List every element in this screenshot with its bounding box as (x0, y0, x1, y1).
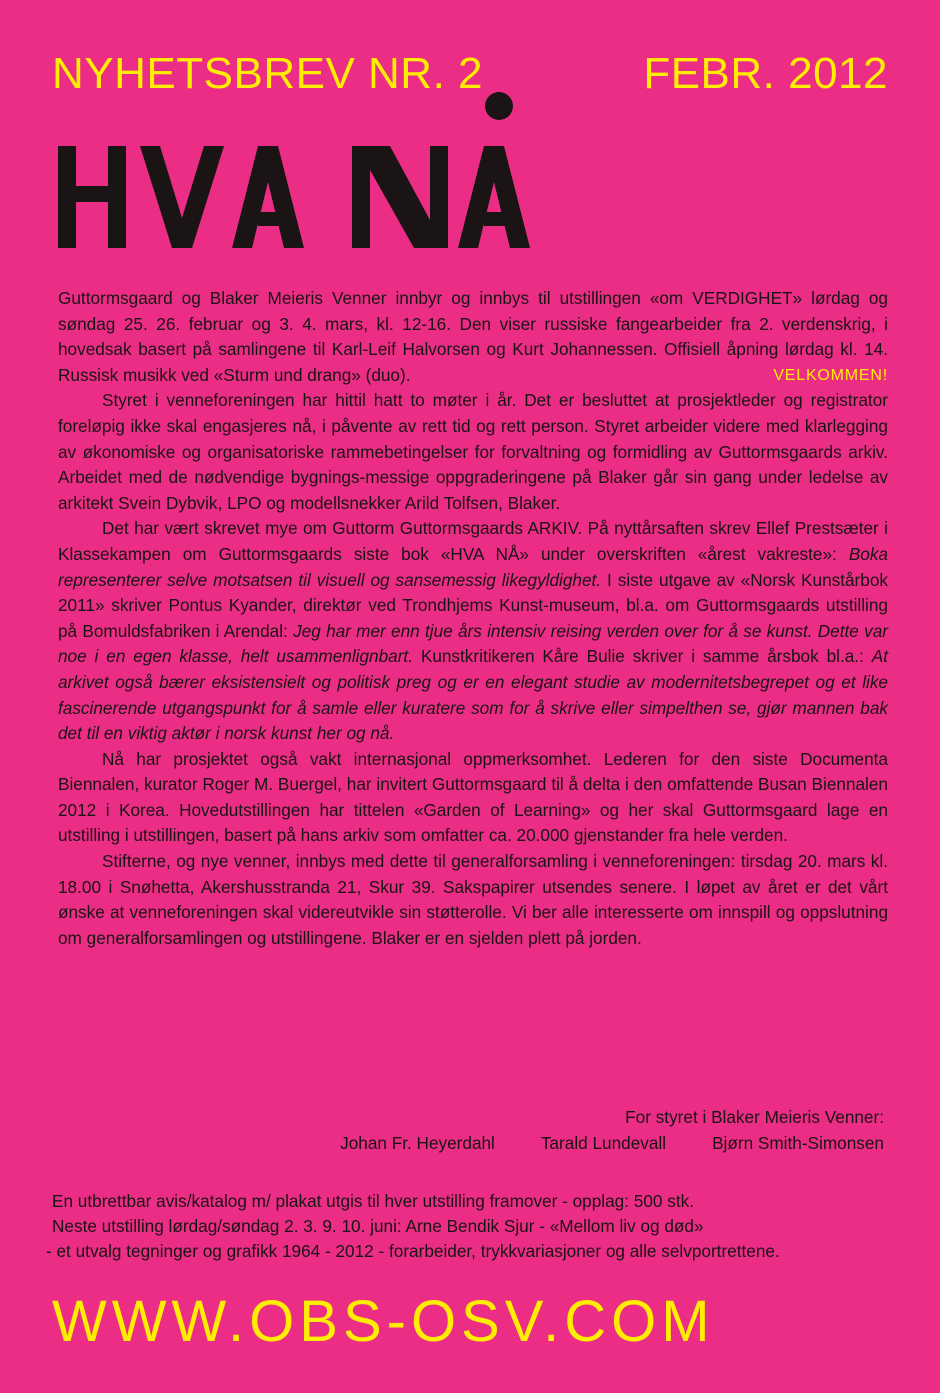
signer-name: Johan Fr. Heyerdahl (340, 1133, 495, 1153)
paragraph-archive (58, 516, 888, 746)
quote-bulie: At arkivet også bærer eksistensielt og politisk preg og er en elegant studie av modernitetsbegrepet og et like fascinerende utgangspunkt for å samle eller kuratere som for å skrive eller simpelthen se, gjør mannen bak det til en viktig aktør i norsk kunst her og nå. (58, 646, 888, 744)
note-line: - et utvalg tegninger og grafikk 1964 - 2012 - forarbeider, trykkvariasjoner og alle selvportrettene. (46, 1241, 780, 1261)
velkommen-label: VELKOMMEN! (773, 366, 888, 384)
article-body (58, 286, 888, 951)
issue-number: NYHETSBREV NR. 2 (52, 49, 483, 98)
quote-kyander: Jeg har mer enn tjue års intensiv reising verden over for å se kunst. Dette var noe i en egen klasse, helt usammenlignbart. (58, 620, 888, 667)
hva-na-logo (52, 88, 682, 263)
quote-prestsaeter: Boka representerer selve motsatsen til visuell og sansemessig likegyldighet. (58, 543, 888, 590)
issue-date: FEBR. 2012 (643, 49, 888, 98)
signature-names (58, 1130, 884, 1156)
signature-block (58, 1104, 884, 1156)
paragraph-international: Nå har prosjektet også vakt internasjonal oppmerksomhet. Lederen for den siste Documenta Biennalen, kurator Roger M. Buergel, har invitert Guttormsgaard til å delta i den omfattende Busan Biennalen 2012 i Korea. Hovedutstillingen har tittelen «Garden of Learning» og her skal Guttormsgaard lage en utstilling i utstillingen, basert på hans arkiv som omfatter ca. 20.000 gjenstander fra hele verden. (58, 748, 888, 846)
signature-line: For styret i Blaker Meieris Venner: (625, 1107, 884, 1127)
invitation-text: Guttormsgaard og Blaker Meieris Venner innbyr og innbys til utstillingen «om VERDIGHET» lørdag og søndag 25. 26. februar og 3. 4. mars, kl. 12-16. Den viser russiske fangearbeider fra 2. verdenskrig, i hovedsak basert på samlingene til Karl-Leif Halvorsen og Kurt Johannessen. Offisiell åpning lørdag kl. 14. Russisk musikk ved «Sturm und drang» (duo). (58, 288, 888, 385)
signer-name: Bjørn Smith-Simonsen (712, 1133, 884, 1153)
archive-text-e: Kunstkritikeren Kåre Bulie skriver i samme årsbok bl.a.: (412, 646, 872, 667)
website-url[interactable]: WWW.OBS-OSV.COM (52, 1289, 715, 1354)
paragraph-board: Styret i venneforeningen har hittil hatt to møter i år. Det er besluttet at prosjektleder og registrator foreløpig ikke skal engasjeres nå, i påvente av rett tid og rett person. Styret arbeider videre med klarlegging av økonomiske og organisatoriske rammebetingelser for forvaltning og formidling av Guttormsgaards arkiv. Arbeidet med de nødvendige bygnings-messige oppgraderingene på Blaker går sin gang under ledelse av arkitekt Svein Dybvik, LPO og modellsnekker Arild Tolfsen, Blaker. (58, 390, 888, 513)
note-line: Neste utstilling lørdag/søndag 2. 3. 9. 10. juni: Arne Bendik Sjur - «Mellom liv og død» (52, 1216, 704, 1236)
archive-text-a: Det har vært skrevet mye om Guttorm Guttormsgaards ARKIV. På nyttårsaften skrev Ellef Prestsæter i Klassekampen om Guttormsgaards siste bok «HVA NÅ» under overskriften «årest vakreste»: (58, 518, 888, 564)
notes-block (46, 1189, 888, 1264)
note-line: En utbrettbar avis/katalog m/ plakat utgis til hver utstilling framover - opplag: 500 stk. (52, 1191, 694, 1211)
archive-text-c: I siste utgave av «Norsk Kunstårbok 2011» skriver Pontus Kyander, direktør ved Trondhjems Kunst-museum, bl.a. om Guttormsgaards utstilling på Bomuldsfabriken i Arendal: (58, 569, 888, 641)
paragraph-general-meeting: Stifterne, og nye venner, innbys med dette til generalforsamling i venneforeningen: tirsdag 20. mars kl. 18.00 i Snøhetta, Akershusstranda 21, Skur 39. Sakspapirer utsendes senere. I løpet av året er det vårt ønske at venneforeningen skal videreutvikle sin støtterolle. Vi ber alle interesserte om innspill og oppslutning om generalforsamlingen og utstillingene. Blaker er en sjelden plett på jorden. (58, 851, 888, 948)
paragraph-invitation (58, 286, 888, 388)
signer-name: Tarald Lundevall (540, 1133, 667, 1153)
